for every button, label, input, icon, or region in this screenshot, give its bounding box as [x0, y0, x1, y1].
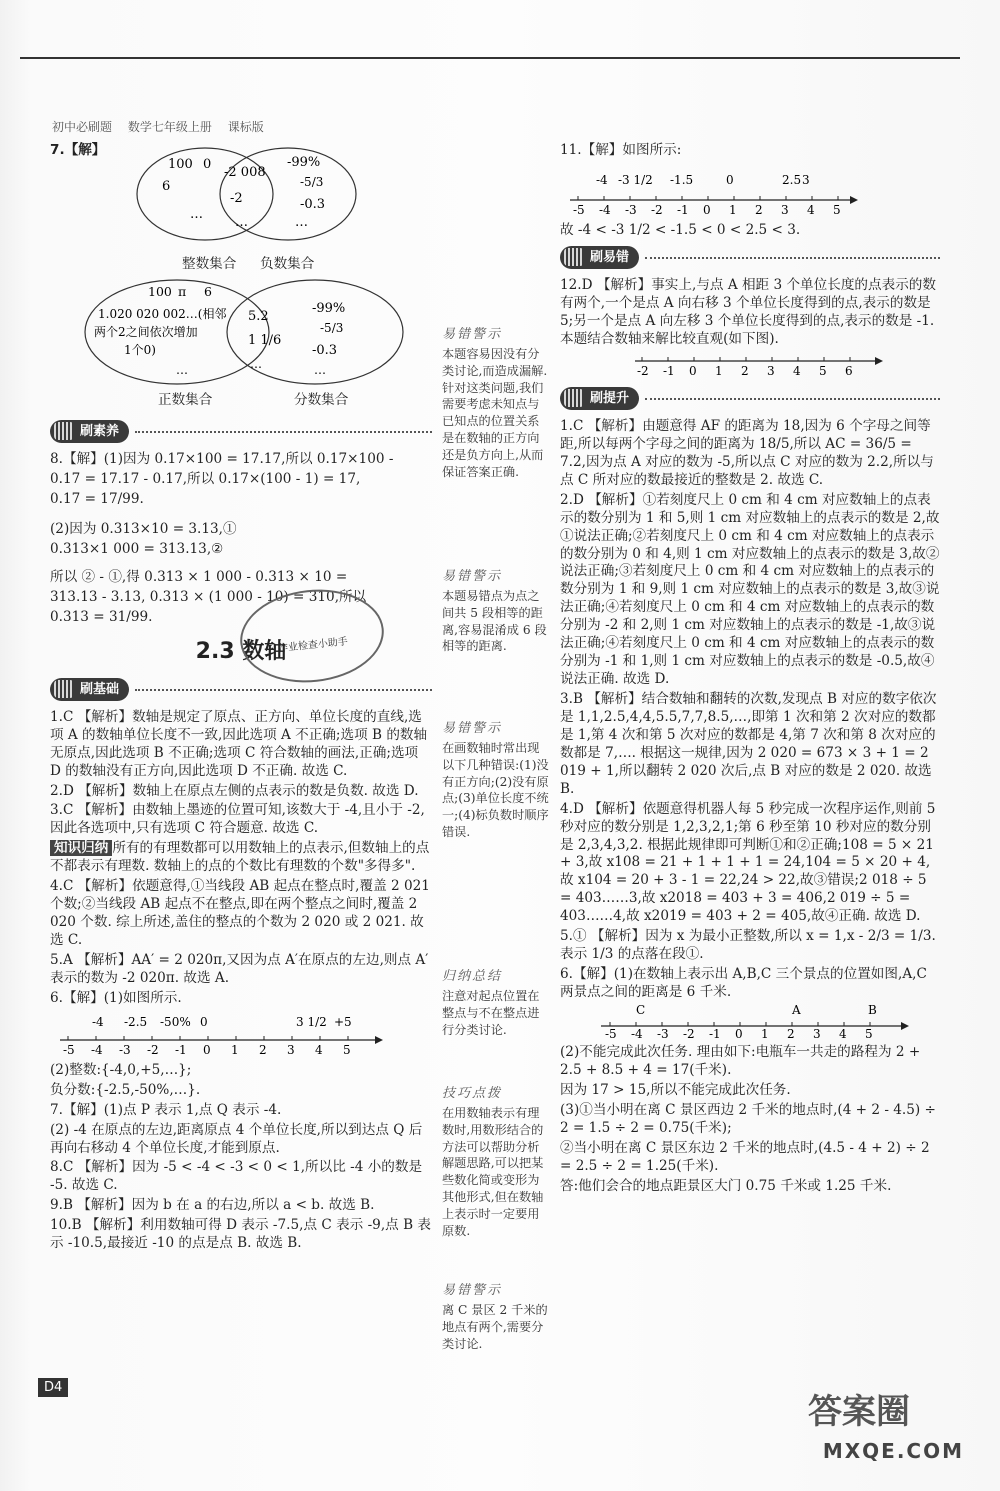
venn2-left-1: π — [178, 283, 187, 299]
number-line-q6 — [50, 1010, 390, 1058]
answer-4: 4.C 【解析】依题意得,①当线段 AB 起点在整点时,覆盖 2 021 个数;②当线段 AB 起点不在整点,即在两个整点之间时,覆盖 2 020 个数. 综上所述,盖住的整点的个数为 2 020 或 2 021. 故选 C. — [50, 878, 430, 949]
answer-6-neg-fractions: 负分数:{-2.5,-50%,…}. — [50, 1081, 201, 1098]
q8-line7: 313.13 - 3.13, 0.313 × (1 000 - 10) = 310,所以 — [50, 588, 367, 605]
answer-7: 7.【解】(1)点 P 表示 1,点 Q 表示 -4. — [50, 1101, 282, 1118]
tick-label: -2 — [651, 202, 663, 217]
section-divider — [135, 688, 432, 691]
tick-label: -1 — [709, 1026, 721, 1040]
venn-diagram-positives-fractions — [50, 276, 430, 392]
section-tisheng — [560, 387, 940, 410]
venn1-left-0: 100 — [168, 156, 193, 172]
point-label: -50% — [160, 1014, 191, 1029]
watermark-logo: 答案圈 — [808, 1392, 910, 1432]
answer-2: 2.D 【解析】数轴上在原点左侧的点表示的数是负数. 故选 D. — [50, 782, 419, 799]
venn1-left-3: … — [190, 206, 203, 222]
tick-label: 1 — [761, 1026, 769, 1040]
axis-arrow — [901, 1022, 909, 1030]
tick-label: 3 — [781, 202, 789, 217]
side-note-2 — [442, 568, 550, 667]
tick-label: -5 — [63, 1042, 75, 1057]
number-line-q11 — [560, 162, 860, 218]
q8-line1: 8.【解】(1)因为 0.17×100 = 17.17,所以 0.17×100 - — [50, 451, 394, 468]
point-label: B — [868, 1003, 877, 1017]
tick-label: -5 — [605, 1026, 617, 1040]
tick-label: 1 — [729, 202, 737, 217]
answer-11: 11.【解】如图所示: — [560, 142, 682, 158]
tisheng-answer-5: 5.① 【解析】因为 x 为最小正整数,所以 x = 1,x - 2/3 = 1/3. 表示 1/3 的点落在段①. — [560, 928, 936, 963]
tisheng-answer-4: 4.D 【解析】依题意得机器人每 5 秒完成一次程序运作,则前 5 秒对应的数分别是 1,2,3,2,1;第 6 秒至第 10 秒对应的数分别是 2,3,4,3,2. 根据此规律即可判断①和②正确;108 = 5 × 21 + 3,故 x108 = 21 + 1 + 1 + 1 = 24,104 = 5 × 20 + 4,故 x104 = 20 + 3 - 1 = 22,24 > 22,故③错误;2 018 ÷ 5 = 403……3,故 x2018 = 403 + 3 = 406,2 019 ÷ 5 = 403……4,故 x2019 = 403 + 2 = 405,故④正确. 故选 D. — [560, 800, 936, 925]
tick-label: 3 — [813, 1026, 821, 1040]
top-rule — [20, 57, 960, 59]
axis-ticks — [605, 1022, 873, 1040]
axis-arrow — [875, 357, 883, 365]
point-label: -3 1/2 — [618, 172, 653, 187]
answer-5: 5.A 【解析】AA′ = 2 020π,又因为点 A′在原点的左边,则点 A′表示的数为 -2 020π. 故选 A. — [50, 951, 429, 986]
number-line-q12 — [630, 351, 890, 381]
side-note-title: 归纳总结 — [442, 969, 503, 984]
section-divider — [645, 397, 940, 400]
point-labels — [92, 1015, 352, 1029]
point-label: -1.5 — [670, 172, 694, 187]
venn2-right-3: … — [314, 362, 326, 377]
answer-7-2: (2) -4 在原点的左边,距离原点 4 个单位长度,所以到达点 Q 后再向右移动 4 个单位长度,才能到原点. — [50, 1121, 423, 1156]
venn2-right-2: -0.3 — [312, 342, 338, 358]
venn2-left-5: 1个0) — [124, 342, 156, 357]
section-title-2-3: 2.3 数轴 — [195, 638, 287, 664]
venn1-overlap-2: … — [235, 214, 248, 230]
tick-label: 2 — [259, 1042, 267, 1057]
answer-1: 1.C 【解析】数轴是规定了原点、正方向、单位长度的直线,选项 A 的数轴单位长度不一致,因此选项 A 不正确;选项 B 的数轴无原点,因此选项 B 不正确;选项 C 符合数轴的画法,正确;选项 D 的数轴没有正方向,因此选项 D 不正确. 故选 C. — [50, 708, 428, 779]
tick-label: 6 — [845, 363, 853, 378]
point-labels — [596, 173, 810, 187]
knowledge-text: 所有的有理数都可以用数轴上的点表示,但数轴上的点不都表示有理数. 数轴上的点的个数比有理数的个数"多得多". — [50, 840, 430, 875]
tick-label: -3 — [625, 202, 637, 217]
side-note-text: 注意对起点位置在整点与不在整点进行分类讨论. — [442, 988, 540, 1037]
tick-label: -2 — [683, 1026, 695, 1040]
side-note-6 — [442, 1282, 550, 1364]
side-note-title: 易错警示 — [442, 327, 503, 342]
section-jichu-badge: 刷基础 — [50, 678, 129, 701]
tick-label: -5 — [573, 202, 585, 217]
side-note-title: 易错警示 — [442, 569, 503, 584]
tick-label: 0 — [703, 202, 711, 217]
point-label: 2.5 — [782, 172, 802, 187]
tick-label: 4 — [839, 1026, 847, 1040]
venn2-labels — [50, 392, 432, 414]
venn2-left-2: 6 — [204, 283, 212, 299]
tick-label: 2 — [741, 363, 749, 378]
point-label: A — [792, 1003, 801, 1017]
section-jichu — [50, 678, 432, 701]
answer-3: 3.C 【解析】由数轴上墨迹的位置可知,该数大于 -4,且小于 -2,因此各选项中,只有选项 C 符合题意. 故选 C. — [50, 802, 425, 837]
book-name: 初中必刷题 — [52, 120, 113, 134]
q8-line4: (2)因为 0.313×10 = 3.13,① — [50, 520, 237, 537]
answer-9: 9.B 【解析】因为 b 在 a 的右边,所以 a < b. 故选 B. — [50, 1197, 375, 1214]
knowledge-badge: 知识归纳 — [50, 840, 112, 856]
axis-ticks — [573, 196, 841, 217]
venn2-overlap-0: 5.2 — [248, 308, 269, 324]
point-label: -4 — [596, 172, 608, 187]
point-label: 0 — [200, 1014, 208, 1029]
venn2-overlap-1: 1 1/6 — [248, 332, 282, 348]
venn2-left-3: 1.020 020 002…(相邻 — [98, 306, 227, 321]
axis-ticks — [637, 357, 853, 378]
tisheng-answer-6-3: (3)①当小明在离 C 景区西边 2 千米的地点时,(4 + 2 - 4.5) ÷ 2 = 1.5 ÷ 2 = 0.75(千米); — [560, 1101, 936, 1136]
fraction-set-label: 分数集合 — [294, 391, 349, 408]
section-yicuo-badge: 刷易错 — [560, 246, 639, 269]
tisheng-answer-6-2b: 因为 17 > 15,所以不能完成此次任务. — [560, 1081, 791, 1098]
tick-label: -2 — [147, 1042, 159, 1057]
tick-label: 2 — [787, 1026, 795, 1040]
venn1-labels — [50, 256, 432, 276]
section-suyang — [50, 420, 432, 443]
integer-set-label: 整数集合 — [182, 255, 237, 272]
point-label: 3 1/2 — [296, 1014, 327, 1029]
venn2-left-0: 100 — [148, 283, 172, 299]
running-header — [52, 118, 276, 135]
venn1-overlap-1: -2 — [230, 190, 243, 206]
venn1-right-3: … — [295, 214, 308, 230]
tick-label: 5 — [833, 202, 841, 217]
tick-label: -3 — [119, 1042, 131, 1057]
q8-line8: 0.313 = 31/99. — [50, 608, 153, 625]
page-number: D4 — [38, 1378, 68, 1397]
venn1-left-2: 6 — [162, 178, 171, 194]
subject: 数学七年级上册 — [127, 120, 212, 134]
axis-ticks — [63, 1036, 351, 1057]
edition: 课标版 — [227, 120, 264, 134]
side-note-5 — [442, 1085, 550, 1252]
tisheng-answer-6-2: (2)不能完成此次任务. 理由如下:电瓶车一共走的路程为 2 + 2.5 + 8.5 + 4 = 17(千米). — [560, 1043, 921, 1078]
side-note-title: 易错警示 — [442, 721, 503, 736]
tick-label: -1 — [175, 1042, 187, 1057]
point-label: 3 — [802, 172, 810, 187]
side-note-title: 技巧点拨 — [442, 1086, 503, 1101]
tick-label: 0 — [689, 363, 697, 378]
section-suyang-badge: 刷素养 — [50, 420, 129, 443]
venn2-left-4: 两个2之间依次增加 — [94, 324, 198, 339]
side-note-title: 易错警示 — [442, 1283, 503, 1298]
point-label: C — [636, 1003, 646, 1017]
tick-label: 5 — [343, 1042, 351, 1057]
axis-arrow — [375, 1036, 383, 1044]
watermark-url: MXQE.COM — [822, 1439, 964, 1463]
q8-line2: 0.17 = 17.17 - 0.17,所以 0.17×(100 - 1) = 17, — [50, 471, 361, 488]
axis-arrow — [850, 196, 858, 204]
answer-11-conclusion: 故 -4 < -3 1/2 < -1.5 < 0 < 2.5 < 3. — [560, 221, 801, 238]
side-note-1 — [442, 326, 550, 493]
tick-label: -4 — [91, 1042, 103, 1057]
tick-label: -1 — [677, 202, 689, 217]
stamp-text: 作业检查小助手 — [277, 636, 349, 655]
section-divider — [645, 256, 940, 259]
venn1-right-0: -99% — [287, 154, 321, 170]
tick-label: 4 — [793, 363, 801, 378]
tick-label: 1 — [715, 363, 723, 378]
side-note-4 — [442, 968, 550, 1050]
point-label: 0 — [726, 172, 734, 187]
tick-label: 4 — [807, 202, 815, 217]
tick-label: -3 — [657, 1026, 669, 1040]
side-note-text: 本题容易因没有分类讨论,而造成漏解.针对这类问题,我们需要考虑未知点与已知点的位置关系是在数轴的正方向还是负方向上,从而保证答案正确. — [442, 346, 548, 479]
answer-12: 12.D 【解析】事实上,与点 A 相距 3 个单位长度的点表示的数有两个,一个是点 A 向右移 3 个单位长度得到的点,表示的数是 5;另一个是点 A 向左移 3 个单位长度得到的点,表示的数是 -1. 本题结合数轴来解比较直观(如下图). — [560, 277, 936, 347]
point-label: +5 — [334, 1014, 352, 1029]
point-label: -2.5 — [124, 1014, 148, 1029]
section-divider — [135, 430, 432, 433]
tick-label: -4 — [599, 202, 611, 217]
tick-label: 5 — [865, 1026, 873, 1040]
tick-label: 5 — [819, 363, 827, 378]
answer-10: 10.B 【解析】利用数轴可得 D 表示 -7.5,点 C 表示 -9,点 B 表示 -10.5,最接近 -10 的点是点 B. 故选 B. — [50, 1217, 431, 1252]
tick-label: -4 — [631, 1026, 643, 1040]
section-tisheng-badge: 刷提升 — [560, 387, 639, 410]
section-yicuo — [560, 246, 940, 269]
point-labels — [636, 1004, 877, 1017]
left-column — [50, 142, 432, 1255]
q8-line5: 0.313×1 000 = 313.13,② — [50, 540, 224, 557]
tisheng-answer-3: 3.B 【解析】结合数轴和翻转的次数,发现点 B 对应的数字依次是 1,1,2.5,4,4,5.5,7,7,8.5,…,即第 1 次和第 2 次对应的数都是 1,第 4 次和第 5 次对应的数都是 4,第 7 次和第 8 次对应的数都是 7,…. 根据这一规律,因为 2 020 = 673 × 3 + 1 = 2 019 + 1,所以翻转 2 020 次后,点 B 对应的数是 2 020. 故选 B. — [560, 691, 937, 797]
tisheng-answer-6-3b: ②当小明在离 C 景区东边 2 千米的地点时,(4.5 - 4 + 2) ÷ 2 = 2.5 ÷ 2 = 1.25(千米). — [560, 1139, 930, 1174]
answer-6: 6.【解】(1)如图所示. — [50, 989, 182, 1006]
venn2-left-6: … — [176, 362, 188, 377]
tick-label: -1 — [663, 363, 675, 378]
venn-diagram-integers-negatives — [50, 146, 430, 256]
venn1-right-2: -0.3 — [300, 196, 326, 212]
side-note-text: 在用数轴表示有理数时,用数形结合的方法可以帮助分析解题思路,可以把某些数化简或变形为其他形式,但在数轴上表示时一定要用原数. — [442, 1105, 544, 1238]
tick-label: 4 — [315, 1042, 323, 1057]
positive-set-label: 正数集合 — [158, 391, 213, 408]
number-line-t6 — [596, 1004, 916, 1040]
tick-label: 3 — [767, 363, 775, 378]
tick-label: 1 — [231, 1042, 239, 1057]
q8-line6: 所以 ② - ①,得 0.313 × 1 000 - 0.313 × 10 = — [50, 568, 348, 585]
side-note-3 — [442, 720, 550, 853]
tisheng-answer-6-final: 答:他们会合的地点距景区大门 0.75 千米或 1.25 千米. — [560, 1177, 892, 1194]
venn2-overlap-2: … — [250, 356, 262, 371]
q8-line3: 0.17 = 17/99. — [50, 490, 144, 507]
tick-label: 2 — [755, 202, 763, 217]
answer-8: 8.C 【解析】因为 -5 < -4 < -3 < 0 < 1,所以比 -4 小的数是 -5. 故选 C. — [50, 1159, 423, 1194]
tisheng-answer-1: 1.C 【解析】由题意得 AF 的距离为 18,因为 6 个字母之间等距,所以每两个字母之间的距离为 18/5,所以 AC = 36/5 = 7.2,因为点 A 对应的数为 -5,所以点 C 对应的数为 2.2,所以与点 C 所对应的数最接近的整数是 2. 故选 C. — [560, 417, 934, 488]
knowledge-summary — [50, 840, 432, 876]
venn2-right-0: -99% — [312, 300, 346, 316]
tisheng-answer-2: 2.D 【解析】①若刻度尺上 0 cm 和 4 cm 对应数轴上的点表示的数分别为 1 和 5,则 1 cm 对应数轴上的点表示的数是 2,故①说法正确;②若刻度尺上 0 cm 和 4 cm 对应数轴上的点表示的数分别为 0 和 4,则 1 cm 对应数轴上的点表示的数是 3,故②说法正确;③若刻度尺上 0 cm 和 4 cm 对应数轴上的点表示的数分别为 1 和 9,则 1 cm 对应数轴上的点表示的数是 3,故③说法正确;④若刻度尺上 0 cm 和 4 cm 对应数轴上的点表示的数分别为 -2 和 2,则 1 cm 对应数轴上的点表示的数是 -1,故③说法正确;④若刻度尺上 0 cm 和 4 cm 对应数轴上的点表示的数分别为 -1 和 1,则 1 cm 对应数轴上的点表示的数是 -0.5,故④说法正确. 故选 D. — [560, 491, 940, 688]
tick-label: 3 — [287, 1042, 295, 1057]
tick-label: 0 — [735, 1026, 743, 1040]
right-column — [560, 142, 940, 1197]
negative-set-label: 负数集合 — [260, 255, 315, 272]
q7-label: 7.【解】 — [50, 142, 106, 158]
side-note-text: 在画数轴时常出现以下几种错误:(1)没有正方向;(2)没有原点;(3)单位长度不统一;(4)标负数时顺序错误. — [442, 740, 549, 840]
venn2-right-1: -5/3 — [320, 320, 344, 335]
venn1-overlap-0: -2 008 — [224, 164, 266, 180]
answer-6-integers: (2)整数:{-4,0,+5,…}; — [50, 1061, 192, 1078]
point-label: -4 — [92, 1014, 104, 1029]
side-note-text: 本题易错点为点之间共 5 段相等的距离,容易混淆成 6 段相等的距离. — [442, 588, 547, 654]
venn1-left-1: 0 — [203, 156, 212, 172]
tick-label: -2 — [637, 363, 649, 378]
tick-label: 0 — [203, 1042, 211, 1057]
side-note-text: 离 C 景区 2 千米的地点有两个,需要分类讨论. — [442, 1302, 548, 1351]
venn1-right-1: -5/3 — [300, 174, 324, 189]
tisheng-answer-6-1: 6.【解】(1)在数轴上表示出 A,B,C 三个景点的位置如图,A,C 两景点之间的距离是 6 千米. — [560, 966, 927, 1000]
